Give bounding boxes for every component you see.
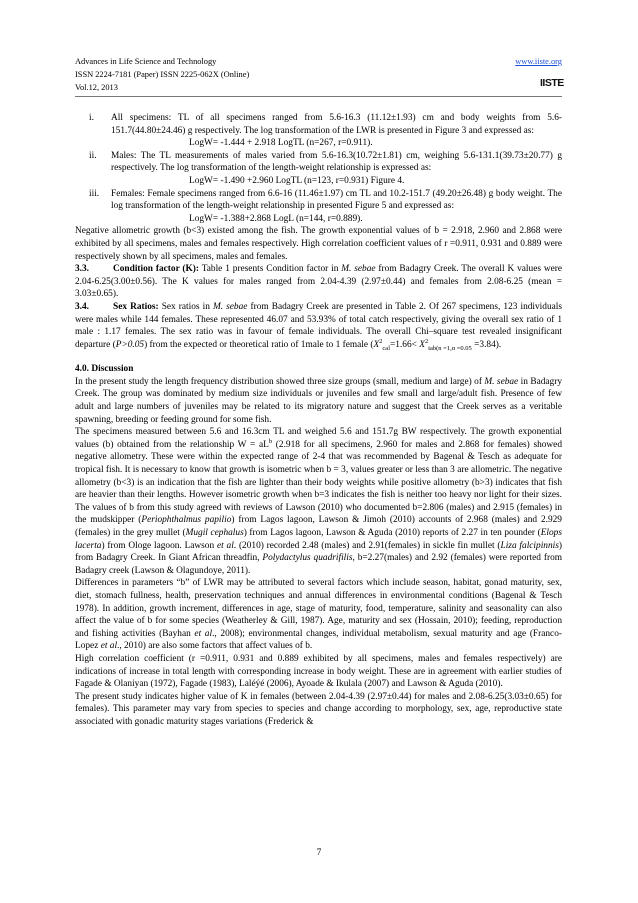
discussion-heading: 4.0. Discussion (75, 364, 134, 375)
text-run: =3.84). (471, 339, 502, 350)
section-number: 3.3. (75, 264, 90, 275)
section-title: Condition factor (K): (113, 264, 200, 275)
journal-url-link[interactable]: www.iiste.org (515, 57, 562, 66)
section-3-3 (75, 263, 562, 301)
section-title: Sex Ratios: (113, 301, 159, 312)
discussion-paragraph: High correlation coefficient (r =0.911, 0.931 and 0.889 exhibited by all specimens, males and females respectively) are indications of increase in total length with corresponding increase in body weight. These are in agreement with earlier studies of Fagade & Olaniyan (1972), Fagade (1983), Laléýé (2006), Ayoade & Ikulala (2007) and Lawson & Aguda (2010). (75, 653, 562, 690)
list-item (75, 150, 562, 188)
equation: LogW= -1.490 +2.960 LogTL (n=123, r=0.931) Figure 4. (189, 175, 405, 186)
list-item (75, 188, 562, 226)
list-item-text: All specimens: TL of all specimens ranged from 5.6-16.3 (11.12±1.93) cm and body weights from 5.6-151.7(44.80±24.46) g respectively. The log transformation of the LWR is presented in Figure 3 and expressed as: (111, 113, 562, 136)
discussion-paragraph (75, 577, 562, 653)
list-item-text: Males: The TL measurements of males varied from 5.6-16.3(10.72±1.81) cm, weighing 5.6-131.1(39.73±20.77) g respectively. The log transformation of the length-weight relationship is expressed as: (111, 150, 562, 174)
text-run: ., 2008); environmental changes, individual metabolism, sexual maturity and age (Franco-Lopez (75, 628, 562, 652)
text-run: from Badagry Creek. The overall K values were 2.04-6.25(3.00±0.56). The K values for males ranged from 2.04-4.39 (2.97±0.44) and females from 2.08-6.25 (mean = 3.03±0.65). (75, 264, 562, 300)
list-item-body (111, 188, 562, 226)
et-al: et al (100, 641, 118, 652)
discussion-paragraph (75, 426, 562, 577)
allometric-paragraph: Negative allometric growth (b<3) existed among the fish. The growth exponential values of b = 2.918, 2.960 and 2.868 were exhibited by all specimens, males and females respectively. High correlation coefficient values of r =0.911, 0.931 and 0.889 were respectively shown by all specimens, males and females. (75, 226, 562, 262)
text-run: Sex ratios in (158, 301, 213, 312)
text-run: (2.918 for all specimens, 2.960 for males and 2.868 for females) showed negative allometry. These were within the expected range of 2-4 that was recommended by Bagenal & Tesch as adequate for tropical fish. It is necessary to know that growth is isometric when b = 3, values greater or less than 3 are allometric. The negative allometry (b<3) is an indication that the fish are lighter than their body weights while positive allometry (b>3) indicates that fish are heavier than their lengths. However isometric growth when b=3 indicates the fish is neither too heavy nor light for their sizes. The values of b from this study agreed with reviews of Lawson (2010) who documented b=2.806 (males) and 2.915 (females) in the mudskipper ( (75, 439, 562, 526)
text-run: from Badagry Creek are presented in Table 2. Of 267 specimens, 123 individuals were males while 144 females. These represented 46.07 and 53.93% of total catch respectively, giving the overall sex ratio of 1 male : 1.17 females. The sex ratio was in favour of female individuals. The overall Chi–square test revealed insignificant departure ( (75, 301, 563, 350)
species-name: M. sebae (212, 301, 248, 312)
text-run: ) from the expected or theoretical ratio of 1male to 1 female ( (144, 339, 374, 350)
species-name: Elops lacerta (75, 528, 562, 551)
species-name: Liza falcipinnis (500, 540, 559, 551)
list-item (75, 112, 562, 150)
list-item-body (111, 150, 562, 188)
list-item-body (111, 112, 562, 150)
species-name: Mugil cephalus (185, 528, 244, 538)
section-number: 3.4. (75, 301, 90, 312)
text-run: Table 1 presents Condition factor in (199, 264, 342, 275)
chi-symbol: X (419, 339, 425, 350)
chi-symbol: X (373, 339, 380, 350)
p-value: P>0.05 (115, 339, 145, 350)
text-run: ) from Ologe lagoon. Lawson (101, 540, 217, 551)
iiste-logo (540, 73, 564, 89)
text-run: ., 2010) are also some factors that affect values of b. (117, 641, 313, 652)
journal-header-right (515, 55, 562, 91)
species-name: Polydactylus quadrifilis (262, 553, 353, 564)
superscript: 2 (379, 337, 383, 345)
text-run: , b=2.27(males) and 2.92 (females) were reported from Badagry creek (Lawson & Olagundoye, 2011). (75, 553, 563, 576)
discussion-paragraph: The present study indicates higher value of K in females (between 2.04-4.39 (2.97±0.44) for males and 2.08-6.25(3.03±0.65) for females). This parameter may vary from species to species and change according to morphology, sex, age, reproductive state associated with gonadic maturity stages variations (Frederick & (75, 691, 562, 727)
page-number: 7 (316, 848, 322, 858)
equation: LogW= -1.388+2.868 LogL (n=144, r=0.889). (189, 213, 363, 224)
section-3-4 (75, 301, 562, 351)
journal-title: Advances in Life Science and Technology (75, 57, 217, 66)
journal-volume: Vol.12, 2013 (75, 83, 118, 92)
text-run: =1.66< (390, 339, 420, 350)
superscript: 2 (424, 337, 429, 345)
text-run: Differences in parameters “b” of LWR may be attributed to several factors which include season, habitat, gonad maturity, sex, diet, stomach fullness, health, preservation techniques and annual differences in environmental conditions (Bagenal & Tesch 1978). In addition, growth increment, differences in age, stage of maturity, food, temperature, salinity and seasonality can also affect the value of b for some species (Weatherley & Gill, 1987). Age, maturity and sex (Hossain, 2010); feeding, reproduction and fishing activities (Bayhan (75, 578, 562, 639)
header-rule (75, 96, 562, 97)
subscript: tab(n =1,α =0.05 (428, 344, 472, 352)
text-run: . (2010) recorded 2.48 (males) and 2.91(females) in sickle fin mullet ( (233, 540, 501, 551)
list-numeral: iii. (89, 188, 100, 199)
journal-header (75, 55, 249, 94)
list-numeral: i. (89, 113, 94, 123)
text-run: ) from Badagry Creek. In Giant African threadfin, (75, 540, 562, 564)
text-run: In the present study the length frequency distribution showed three size groups (small, medium and large) of (75, 376, 485, 387)
text-run: ) from Lagos lagoon, Lawson & Aguda (2010) reports of 2.27 in ten pounder ( (243, 528, 541, 538)
et-al: et al (194, 628, 213, 639)
species-name: Periophthalmus papilio (141, 515, 232, 526)
article-body (75, 112, 562, 729)
text-run: ) from Lagos lagoon, Lawson & Jimoh (2010) accounts of 2.968 (males) and 2.929 (females) in the grey mullet ( (75, 515, 562, 538)
equation: LogW= -1.444 + 2.918 LogTL (n=267, r=0.911). (189, 138, 373, 149)
subscript: cal (382, 344, 390, 352)
text-run: The specimens measured between 5.6 and 16.3cm TL and weighed 5.6 and 151.7g BW respectively. The growth exponential values (b) obtained from the relationship W = aL (75, 427, 562, 450)
journal-issn: ISSN 2224-7181 (Paper) ISSN 2225-062X (Online) (75, 70, 250, 79)
text-run: in Badagry Creek. The group was dominated by medium size individuals or juveniles and few small and large/adult fish. Presence of few adult and large numbers of juveniles may be related to its migratory nature and suggest that the Creek serves as a veritable spawning, breeding or feeding ground for some fish. (75, 376, 562, 425)
et-al: et al (216, 540, 234, 551)
list-item-text: Females: Female specimens ranged from 6.6-16 (11.46±1.97) cm TL and 10.2-151.7 (49.20±26.48) g body weight. The log transformation of the length-weight relationship in presented Figure 5 and expressed as: (111, 188, 562, 212)
discussion-paragraph (75, 376, 562, 426)
list-numeral: ii. (89, 150, 97, 161)
species-name: M. sebae (341, 264, 376, 275)
superscript: b (268, 437, 273, 445)
species-name: M. sebae (484, 376, 519, 387)
iiste-logo-text: IISTE (540, 77, 564, 89)
